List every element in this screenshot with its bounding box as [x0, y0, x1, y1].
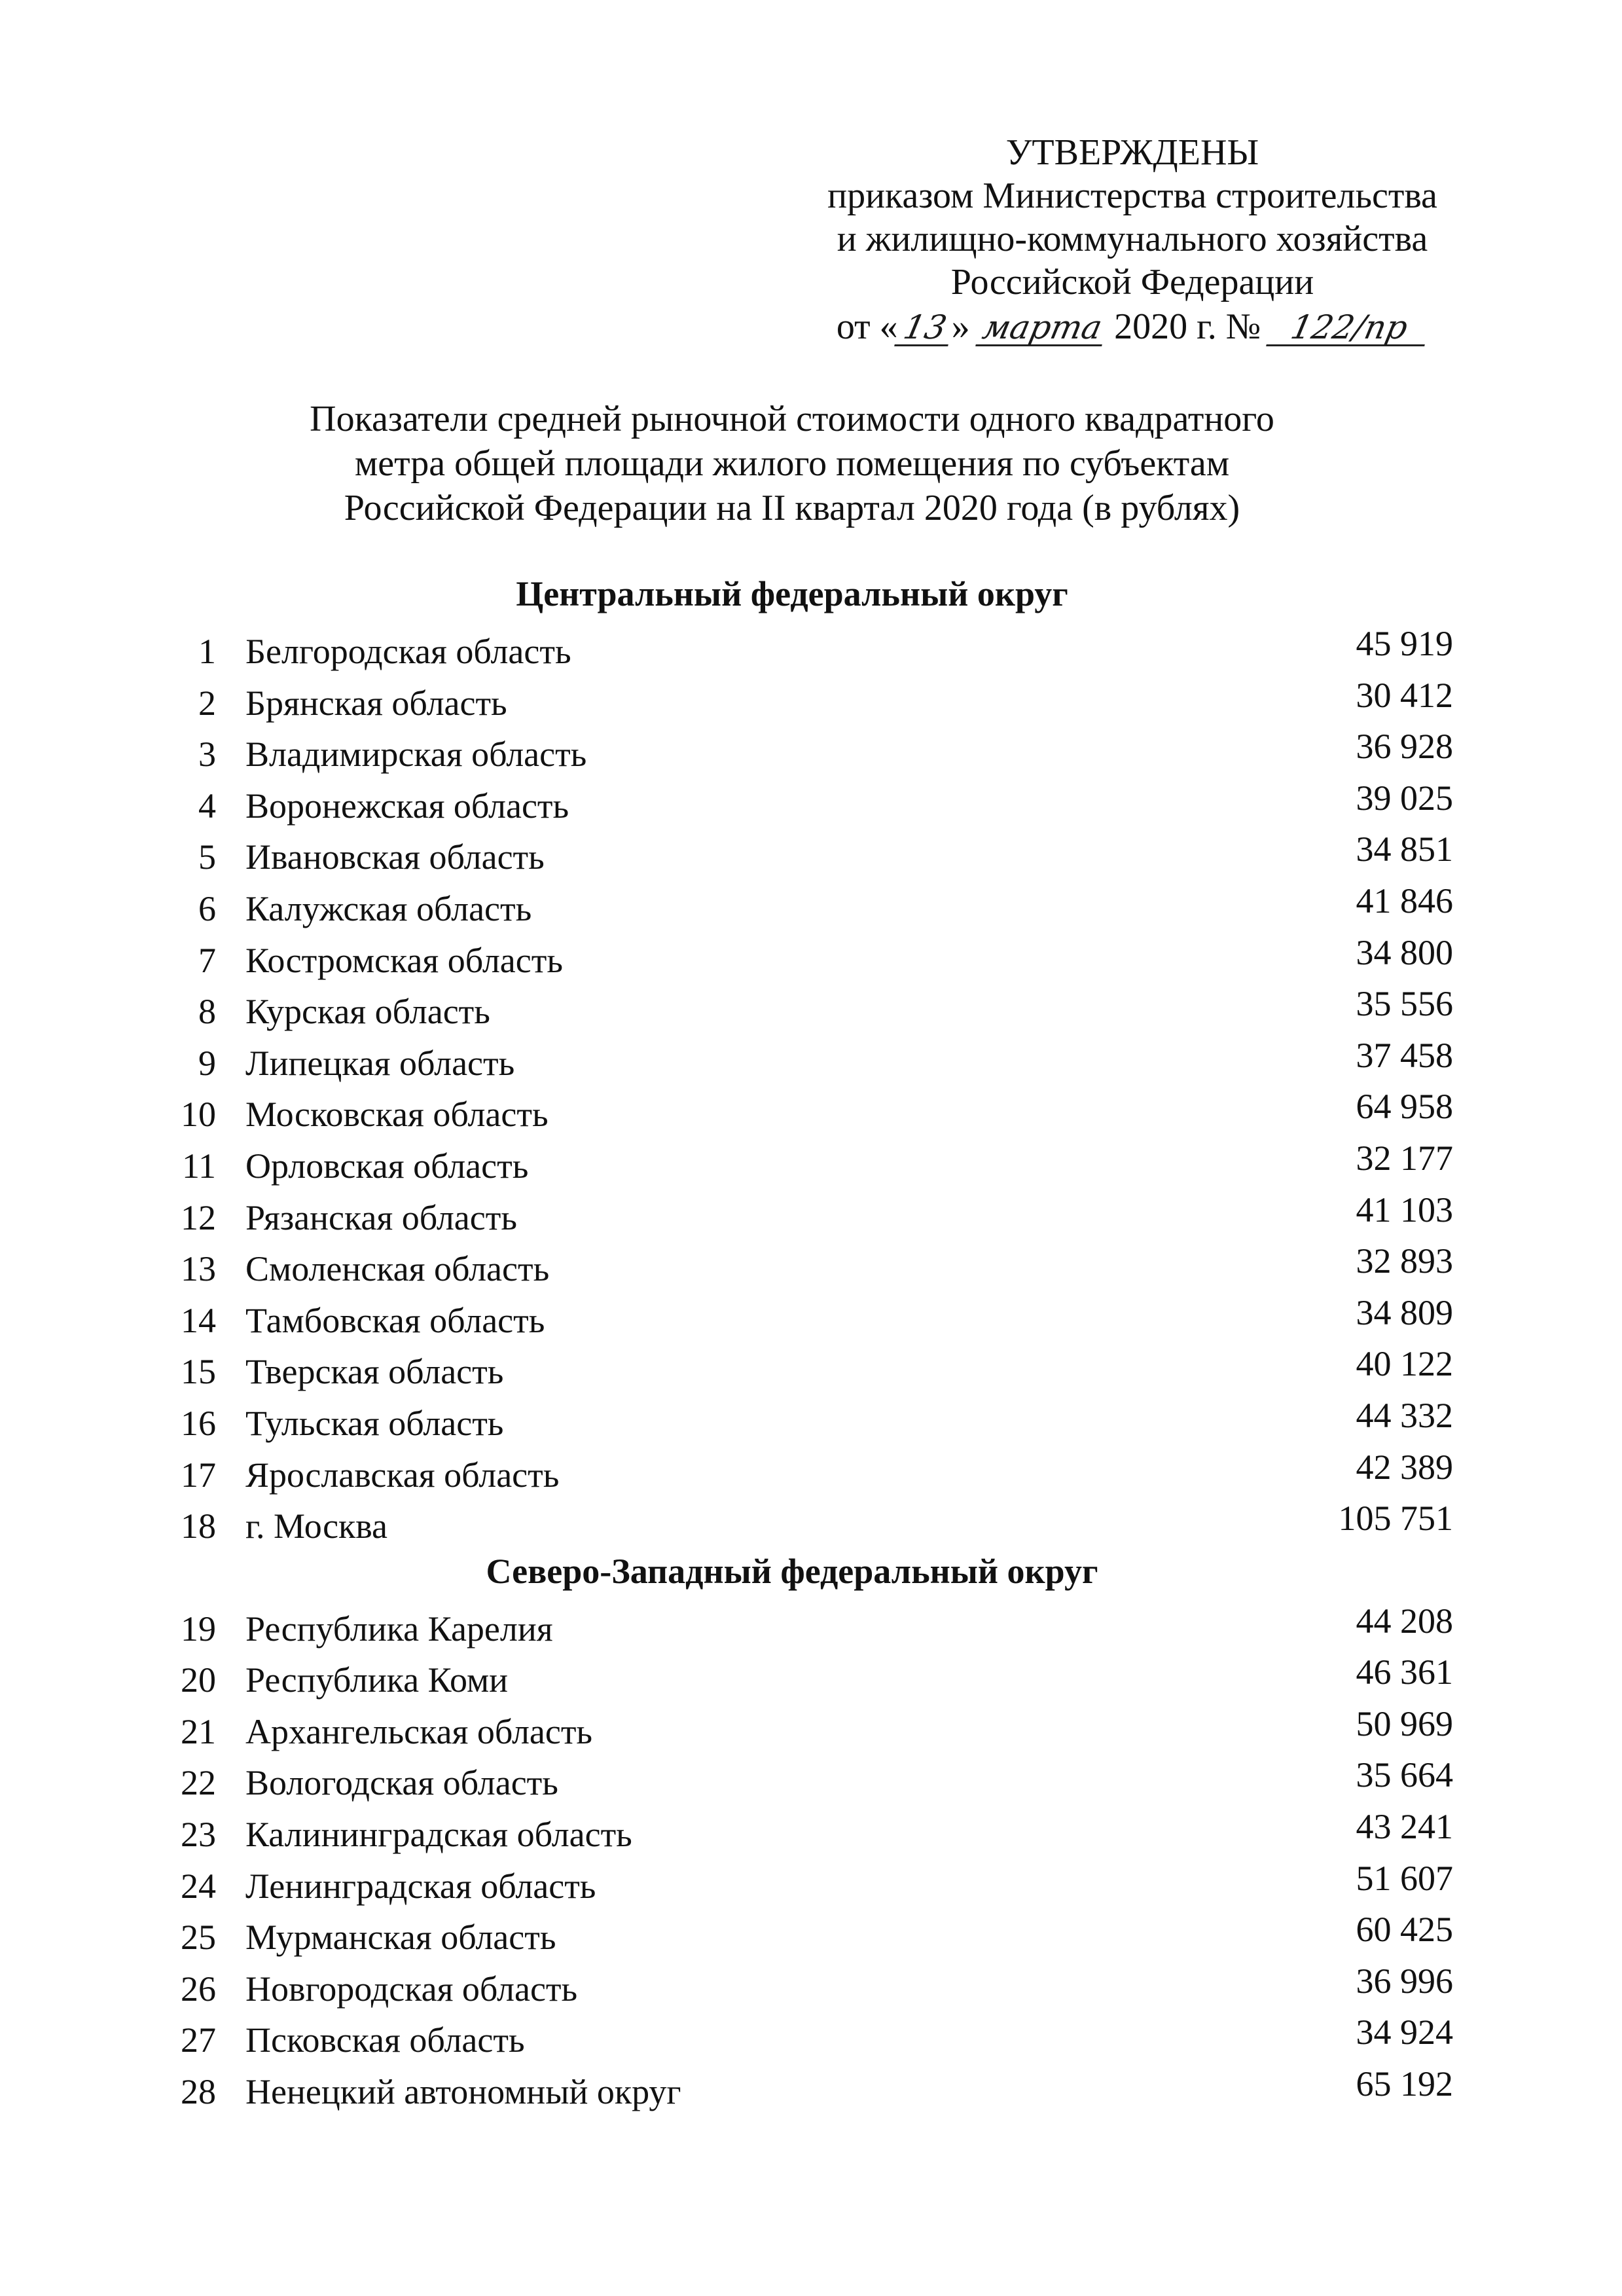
region-name: Республика Карелия [245, 1609, 553, 1649]
table-row [131, 774, 1453, 826]
title-line-1: Показатели средней рыночной стоимости одного квадратного [310, 399, 1274, 439]
region-name: Тульская область [245, 1403, 504, 1443]
table-row [131, 1494, 1453, 1546]
table-row [131, 1134, 1453, 1186]
price-value: 44 208 [1356, 1601, 1453, 1641]
price-value: 46 361 [1356, 1652, 1453, 1692]
price-value: 36 996 [1356, 1961, 1453, 2001]
row-number: 9 [198, 1043, 216, 1083]
price-value: 32 893 [1356, 1241, 1453, 1281]
region-name: Калининградская область [245, 1815, 632, 1855]
table-row [131, 1186, 1453, 1237]
region-name: Тверская область [245, 1352, 504, 1392]
handwritten-day: 13 [894, 310, 956, 346]
title-line-3: Российской Федерации на II квартал 2020 года (в рублях) [344, 488, 1240, 528]
region-name: Псковская область [245, 2020, 525, 2060]
table-row [131, 1700, 1453, 1751]
region-name: Ивановская область [245, 837, 545, 877]
row-number: 4 [198, 786, 216, 826]
price-table [131, 568, 1453, 2112]
row-number: 21 [181, 1711, 216, 1751]
approval-title: УТВЕРЖДЕНЫ [1005, 132, 1259, 173]
price-value: 50 969 [1356, 1704, 1453, 1743]
row-number: 15 [181, 1352, 216, 1392]
row-number: 7 [198, 940, 216, 980]
order-year-text: 2020 г. № [1114, 306, 1261, 347]
region-name: Ярославская область [245, 1455, 560, 1495]
table-row [131, 1854, 1453, 1906]
region-name: Архангельская область [245, 1711, 593, 1751]
price-value: 42 389 [1356, 1447, 1453, 1487]
price-value: 43 241 [1356, 1807, 1453, 1847]
table-row [131, 1597, 1453, 1649]
price-value: 60 425 [1356, 1910, 1453, 1950]
row-number: 26 [181, 1969, 216, 2009]
district-heading: Северо-Западный федеральный округ [486, 1551, 1098, 1591]
table-row [131, 1905, 1453, 1958]
table-row [131, 877, 1453, 928]
region-name: Липецкая область [245, 1043, 515, 1083]
table-row [131, 825, 1453, 877]
price-value: 36 928 [1356, 727, 1453, 767]
price-value: 34 809 [1356, 1292, 1453, 1332]
table-row [131, 1339, 1453, 1392]
region-name: Тамбовская область [245, 1300, 545, 1340]
row-number: 6 [198, 888, 216, 928]
row-number: 19 [181, 1609, 216, 1649]
price-value: 65 192 [1356, 2064, 1453, 2104]
region-name: Владимирская область [245, 735, 587, 774]
row-number: 11 [182, 1146, 216, 1186]
price-value: 30 412 [1356, 675, 1453, 715]
table-row [131, 619, 1453, 671]
region-name: Смоленская область [245, 1249, 550, 1289]
row-number: 20 [181, 1660, 216, 1700]
region-name: Ленинградская область [245, 1866, 596, 1906]
table-row [131, 928, 1453, 980]
price-value: 39 025 [1356, 778, 1453, 818]
table-row [131, 1751, 1453, 1803]
row-number: 25 [181, 1918, 216, 1958]
row-number: 18 [181, 1506, 216, 1546]
row-number: 3 [198, 735, 216, 774]
handwritten-order-number: 122/пр [1266, 310, 1432, 346]
price-value: 35 556 [1356, 984, 1453, 1024]
row-number: 17 [181, 1455, 216, 1495]
region-name: Орловская область [245, 1146, 529, 1186]
price-value: 34 924 [1356, 2013, 1453, 2052]
price-value: 37 458 [1356, 1035, 1453, 1075]
price-value: 32 177 [1356, 1138, 1453, 1178]
table-row [131, 1237, 1453, 1289]
document-title [196, 397, 1388, 530]
approval-line-2: и жилищно-коммунального хозяйства [837, 219, 1428, 259]
region-name: г. Москва [245, 1506, 388, 1546]
row-number: 5 [198, 837, 216, 877]
price-value: 41 846 [1356, 881, 1453, 920]
order-date-line [772, 305, 1492, 348]
region-name: Новгородская область [245, 1969, 578, 2009]
row-number: 2 [198, 683, 216, 723]
price-value: 41 103 [1356, 1190, 1453, 1230]
region-name: Ненецкий автономный округ [245, 2072, 681, 2112]
row-number: 14 [181, 1300, 216, 1340]
price-value: 34 851 [1356, 829, 1453, 869]
region-name: Московская область [245, 1095, 549, 1135]
table-row [131, 2060, 1453, 2112]
approval-block [772, 131, 1492, 348]
table-row [131, 2008, 1453, 2060]
price-value: 51 607 [1356, 1858, 1453, 1898]
table-row [131, 1288, 1453, 1340]
row-number: 8 [198, 992, 216, 1032]
price-value: 105 751 [1338, 1499, 1453, 1539]
price-value: 40 122 [1356, 1344, 1453, 1384]
region-name: Курская область [245, 992, 490, 1032]
title-line-2: метра общей площади жилого помещения по субъектам [354, 443, 1230, 484]
row-number: 22 [181, 1763, 216, 1803]
table-row [131, 1648, 1453, 1700]
approval-line-1: приказом Министерства строительства [827, 175, 1437, 216]
row-number: 27 [181, 2020, 216, 2060]
region-name: Костромская область [245, 940, 563, 980]
region-name: Рязанская область [245, 1197, 517, 1237]
table-row [131, 1082, 1453, 1135]
row-number: 12 [181, 1197, 216, 1237]
region-name: Республика Коми [245, 1660, 509, 1700]
table-row [131, 1391, 1453, 1443]
price-value: 45 919 [1356, 624, 1453, 663]
table-row [131, 1802, 1453, 1855]
price-value: 34 800 [1356, 932, 1453, 972]
price-value: 44 332 [1356, 1395, 1453, 1435]
price-value: 35 664 [1356, 1755, 1453, 1795]
order-date-mid: » [951, 306, 970, 347]
region-name: Брянская область [245, 683, 507, 723]
price-value: 64 958 [1356, 1087, 1453, 1127]
handwritten-month: марта [975, 310, 1109, 346]
approval-line-3: Российской Федерации [950, 262, 1314, 302]
row-number: 24 [181, 1866, 216, 1906]
order-date-prefix: от « [836, 306, 898, 347]
table-row [131, 722, 1453, 774]
table-row [131, 1031, 1453, 1083]
row-number: 1 [198, 632, 216, 671]
table-row [131, 1957, 1453, 2009]
row-number: 16 [181, 1403, 216, 1443]
region-name: Белгородская область [245, 632, 571, 671]
row-number: 23 [181, 1815, 216, 1855]
row-number: 10 [181, 1095, 216, 1135]
table-row [131, 671, 1453, 723]
row-number: 13 [181, 1249, 216, 1289]
row-number: 28 [181, 2072, 216, 2112]
region-name: Мурманская область [245, 1918, 556, 1958]
region-name: Вологодская область [245, 1763, 558, 1803]
district-heading: Центральный федеральный округ [516, 574, 1068, 613]
region-name: Калужская область [245, 888, 532, 928]
table-row [131, 1443, 1453, 1495]
table-row [131, 979, 1453, 1032]
region-name: Воронежская область [245, 786, 569, 826]
